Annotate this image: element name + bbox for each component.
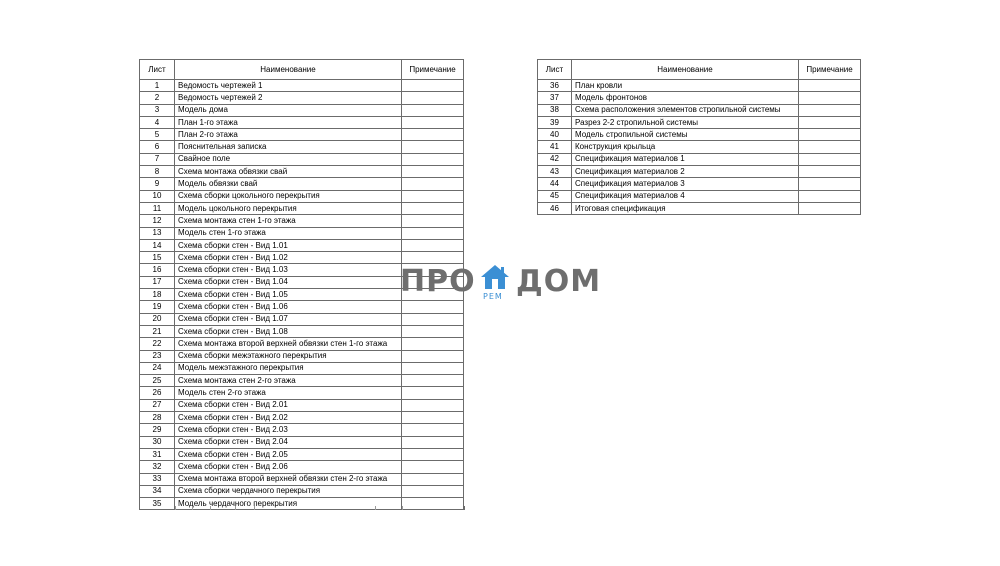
header-note: Примечание — [799, 60, 861, 80]
sheet-number-cell: 43 — [538, 166, 572, 178]
table-header-row — [140, 60, 464, 80]
table-row — [538, 104, 861, 116]
sheet-number-cell: 24 — [140, 362, 175, 374]
sheet-number-cell: 29 — [140, 424, 175, 436]
sheet-name-cell: Ведомость чертежей 2 — [175, 92, 402, 104]
sheet-name-cell: Итоговая спецификация — [572, 202, 799, 214]
sheet-name-cell: Схема сборки стен - Вид 1.05 — [175, 289, 402, 301]
sheet-name-cell: Модель стен 2-го этажа — [175, 387, 402, 399]
note-cell — [799, 129, 861, 141]
table-row — [140, 116, 464, 128]
sheet-name-cell: Схема сборки стен - Вид 1.06 — [175, 301, 402, 313]
sheet-number-cell: 8 — [140, 166, 175, 178]
table-row — [538, 153, 861, 165]
table-row — [140, 129, 464, 141]
sheet-number-cell: 15 — [140, 252, 175, 264]
sheet-name-cell: Схема сборки стен - Вид 1.07 — [175, 313, 402, 325]
note-cell — [402, 350, 464, 362]
drawing-list-table-right — [537, 59, 861, 215]
sheet-number-cell: 27 — [140, 399, 175, 411]
sheet-name-cell: План 1-го этажа — [175, 116, 402, 128]
note-cell — [402, 461, 464, 473]
table-row — [140, 412, 464, 424]
table-header-row — [538, 60, 861, 80]
sheet-number-cell: 25 — [140, 375, 175, 387]
sheet-name-cell: Схема сборки стен - Вид 1.03 — [175, 264, 402, 276]
note-cell — [402, 227, 464, 239]
sheet-number-cell: 9 — [140, 178, 175, 190]
sheet-number-cell: 3 — [140, 104, 175, 116]
sheet-name-cell: Схема сборки стен - Вид 2.05 — [175, 448, 402, 460]
note-cell — [402, 399, 464, 411]
note-cell — [402, 129, 464, 141]
sheet-number-cell: 45 — [538, 190, 572, 202]
prorem-dom-logo — [400, 262, 600, 306]
sheet-name-cell: Конструкция крыльца — [572, 141, 799, 153]
logo-text-right: ДОМ — [516, 264, 602, 299]
table-row — [140, 325, 464, 337]
sheet-name-cell: Модель цокольного перекрытия — [175, 202, 402, 214]
sheet-name-cell: Разрез 2-2 стропильной системы — [572, 116, 799, 128]
sheet-number-cell: 28 — [140, 412, 175, 424]
note-cell — [799, 153, 861, 165]
sheet-name-cell: Схема сборки цокольного перекрытия — [175, 190, 402, 202]
note-cell — [402, 485, 464, 497]
sheet-name-cell: Схема сборки стен - Вид 2.04 — [175, 436, 402, 448]
table-row — [140, 338, 464, 350]
table-row — [140, 350, 464, 362]
sheet-number-cell: 20 — [140, 313, 175, 325]
sheet-name-cell: Схема сборки чердачного перекрытия — [175, 485, 402, 497]
table-row — [140, 227, 464, 239]
sheet-name-cell: Схема сборки стен - Вид 2.03 — [175, 424, 402, 436]
note-cell — [402, 141, 464, 153]
table-row — [140, 190, 464, 202]
sheet-number-cell: 13 — [140, 227, 175, 239]
table-row — [140, 448, 464, 460]
sheet-name-cell: Модель межэтажного перекрытия — [175, 362, 402, 374]
sheet-name-cell: Схема сборки стен - Вид 1.01 — [175, 239, 402, 251]
table-row — [538, 141, 861, 153]
table-row — [140, 375, 464, 387]
table-row — [140, 80, 464, 92]
sheet-name-cell: Модель стен 1-го этажа — [175, 227, 402, 239]
sheet-number-cell: 7 — [140, 153, 175, 165]
sheet-number-cell: 22 — [140, 338, 175, 350]
sheet-number-cell: 35 — [140, 498, 175, 510]
note-cell — [799, 190, 861, 202]
note-cell — [402, 387, 464, 399]
sheet-name-cell: Схема сборки стен - Вид 2.02 — [175, 412, 402, 424]
sheet-name-cell: Схема монтажа второй верхней обвязки стен 1-го этажа — [175, 338, 402, 350]
sheet-name-cell: Модель дома — [175, 104, 402, 116]
sheet-name-cell: Схема монтажа стен 1-го этажа — [175, 215, 402, 227]
sheet-number-cell: 33 — [140, 473, 175, 485]
sheet-number-cell: 31 — [140, 448, 175, 460]
sheet-number-cell: 21 — [140, 325, 175, 337]
sheet-number-cell: 6 — [140, 141, 175, 153]
table-row — [538, 202, 861, 214]
table-row — [140, 387, 464, 399]
table-row — [538, 166, 861, 178]
note-cell — [799, 166, 861, 178]
table-row — [140, 362, 464, 374]
table-row — [538, 80, 861, 92]
sheet-number-cell: 44 — [538, 178, 572, 190]
sheet-name-cell: Схема монтажа обвязки свай — [175, 166, 402, 178]
sheet-name-cell: Модель стропильной системы — [572, 129, 799, 141]
sheet-name-cell: Модель чердачного перекрытия — [175, 498, 402, 510]
sheet-name-cell: Модель обвязки свай — [175, 178, 402, 190]
sheet-name-cell: Ведомость чертежей 1 — [175, 80, 402, 92]
note-cell — [402, 190, 464, 202]
table-row — [140, 399, 464, 411]
sheet-name-cell: Свайное поле — [175, 153, 402, 165]
sheet-number-cell: 37 — [538, 92, 572, 104]
table-row — [140, 141, 464, 153]
sheet-number-cell: 38 — [538, 104, 572, 116]
note-cell — [402, 80, 464, 92]
table-row — [538, 129, 861, 141]
sheet-name-cell: Схема сборки стен - Вид 2.01 — [175, 399, 402, 411]
sheet-name-cell: Пояснительная записка — [175, 141, 402, 153]
sheet-name-cell: Схема сборки стен - Вид 1.04 — [175, 276, 402, 288]
table-row — [538, 190, 861, 202]
note-cell — [402, 153, 464, 165]
sheet-name-cell: Спецификация материалов 4 — [572, 190, 799, 202]
note-cell — [402, 104, 464, 116]
note-cell — [402, 375, 464, 387]
sheet-name-cell: Схема сборки стен - Вид 1.02 — [175, 252, 402, 264]
table-row — [140, 461, 464, 473]
sheet-name-cell: Схема сборки стен - Вид 1.08 — [175, 325, 402, 337]
table-body-right — [538, 80, 861, 215]
note-cell — [799, 116, 861, 128]
sheet-number-cell: 36 — [538, 80, 572, 92]
sheet-name-cell: Схема монтажа второй верхней обвязки стен 2-го этажа — [175, 473, 402, 485]
header-sheet: Лист — [538, 60, 572, 80]
sheet-number-cell: 2 — [140, 92, 175, 104]
table-row — [140, 436, 464, 448]
sheet-name-cell: План 2-го этажа — [175, 129, 402, 141]
note-cell — [402, 178, 464, 190]
sheet-number-cell: 32 — [140, 461, 175, 473]
note-cell — [799, 202, 861, 214]
note-cell — [402, 436, 464, 448]
sheet-number-cell: 4 — [140, 116, 175, 128]
sheet-number-cell: 12 — [140, 215, 175, 227]
sheet-number-cell: 5 — [140, 129, 175, 141]
table-row — [140, 313, 464, 325]
note-cell — [402, 215, 464, 227]
header-sheet: Лист — [140, 60, 175, 80]
note-cell — [799, 141, 861, 153]
sheet-number-cell: 10 — [140, 190, 175, 202]
note-cell — [402, 362, 464, 374]
note-cell — [402, 202, 464, 214]
sheet-number-cell: 11 — [140, 202, 175, 214]
table-cutoff-row — [139, 506, 465, 510]
sheet-name-cell: Схема сборки стен - Вид 2.06 — [175, 461, 402, 473]
sheet-number-cell: 16 — [140, 264, 175, 276]
sheet-number-cell: 14 — [140, 239, 175, 251]
table-row — [140, 178, 464, 190]
note-cell — [799, 178, 861, 190]
sheet-name-cell: Спецификация материалов 3 — [572, 178, 799, 190]
note-cell — [402, 412, 464, 424]
sheet-name-cell: Спецификация материалов 2 — [572, 166, 799, 178]
table-row — [140, 473, 464, 485]
sheet-name-cell: Схема сборки межэтажного перекрытия — [175, 350, 402, 362]
note-cell — [402, 325, 464, 337]
table-row — [140, 92, 464, 104]
sheet-name-cell: Модель фронтонов — [572, 92, 799, 104]
sheet-number-cell: 41 — [538, 141, 572, 153]
table-row — [140, 424, 464, 436]
header-note: Примечание — [402, 60, 464, 80]
table-row — [140, 166, 464, 178]
note-cell — [799, 92, 861, 104]
sheet-number-cell: 46 — [538, 202, 572, 214]
header-name: Наименование — [572, 60, 799, 80]
sheet-number-cell: 30 — [140, 436, 175, 448]
sheet-number-cell: 40 — [538, 129, 572, 141]
sheet-number-cell: 19 — [140, 301, 175, 313]
note-cell — [402, 473, 464, 485]
sheet-number-cell: 18 — [140, 289, 175, 301]
sheet-number-cell: 34 — [140, 485, 175, 497]
table-row — [140, 153, 464, 165]
table-row — [538, 116, 861, 128]
sheet-name-cell: Схема расположения элементов стропильной системы — [572, 104, 799, 116]
note-cell — [402, 116, 464, 128]
logo-subtext: РЕМ — [483, 292, 503, 301]
sheet-name-cell: План кровли — [572, 80, 799, 92]
note-cell — [799, 80, 861, 92]
table-row — [140, 202, 464, 214]
header-name: Наименование — [175, 60, 402, 80]
sheet-number-cell: 1 — [140, 80, 175, 92]
note-cell — [402, 338, 464, 350]
sheet-number-cell: 26 — [140, 387, 175, 399]
table-row — [140, 215, 464, 227]
note-cell — [402, 239, 464, 251]
note-cell — [402, 313, 464, 325]
sheet-number-cell: 42 — [538, 153, 572, 165]
sheet-name-cell: Схема монтажа стен 2-го этажа — [175, 375, 402, 387]
note-cell — [402, 166, 464, 178]
note-cell — [799, 104, 861, 116]
table-row — [538, 178, 861, 190]
note-cell — [402, 92, 464, 104]
note-cell — [402, 448, 464, 460]
sheet-name-cell: Спецификация материалов 1 — [572, 153, 799, 165]
table-row — [140, 239, 464, 251]
sheet-number-cell: 17 — [140, 276, 175, 288]
table-row — [140, 104, 464, 116]
sheet-number-cell: 39 — [538, 116, 572, 128]
house-icon — [480, 264, 510, 290]
logo-text-left: ПРО — [400, 264, 476, 299]
note-cell — [402, 424, 464, 436]
table-row — [140, 485, 464, 497]
table-row — [538, 92, 861, 104]
sheet-number-cell: 23 — [140, 350, 175, 362]
